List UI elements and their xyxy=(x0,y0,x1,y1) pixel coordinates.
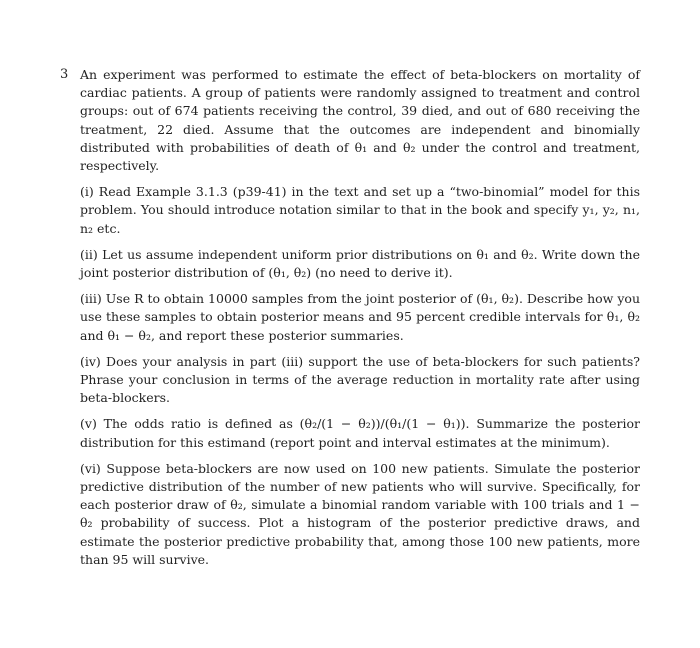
part-iv xyxy=(80,353,640,408)
part-label: (ii) xyxy=(80,246,98,262)
problem-intro: An experiment was performed to estimate the effect of beta-blockers on mortality of cardiac patients. A group of patients were randomly assigned to treatment and control groups: out of 674 patients receiving the control, 39 died, and out of 680 receiving the treatment, 22 died. Assume that the outcomes are independent and binomially distributed with probabilities of death of θ₁ and θ₂ under the control and treatment, respectively. xyxy=(80,67,640,174)
problem-number: 3 xyxy=(60,67,69,82)
document-page xyxy=(60,66,640,575)
part-text: Let us assume independent uniform prior distributions on θ₁ and θ₂. Write down the joint posterior distribution of (θ₁, θ₂) (no need to derive it). xyxy=(80,246,640,281)
part-text: Read Example 3.1.3 (p39-41) in the text and set up a “two-binomial” model for this problem. You should introduce notation similar to that in the book and specify y₁, y₂, n₁, n₂ etc. xyxy=(80,184,640,236)
part-label: (iii) xyxy=(80,291,102,307)
problem-content xyxy=(80,66,640,575)
part-i xyxy=(80,183,640,238)
part-vi xyxy=(80,460,640,569)
part-label: (v) xyxy=(80,416,97,432)
part-text: Does your analysis in part (iii) support the use of beta-blockers for such patients? Phrase your conclusion in terms of the average reduction in mortality rate after using beta-blockers. xyxy=(80,353,640,406)
part-text: Suppose beta-blockers are now used on 100 new patients. Simulate the posterior predictive distribution of the number of new patients who will survive. Specifically, for each posterior draw of θ₂, simulate a binomial random variable with 100 trials and 1 − θ₂ probability of success. Plot a histogram of the posterior predictive draws, and estimate the posterior predictive probability that, among those 100 new patients, more than 95 will survive. xyxy=(80,460,640,567)
part-label: (iv) xyxy=(80,353,101,369)
part-label: (i) xyxy=(80,184,94,200)
part-ii xyxy=(80,246,640,282)
part-iii xyxy=(80,290,640,345)
part-v xyxy=(80,415,640,451)
part-text: Use R to obtain 10000 samples from the joint posterior of (θ₁, θ₂). Describe how you use these samples to obtain posterior means and 95 percent credible intervals for θ₁, θ₂ and θ₁ − θ₂, and report these posterior summaries. xyxy=(80,291,640,343)
part-text: The odds ratio is defined as (θ₂/(1 − θ₂))/(θ₁/(1 − θ₁)). Summarize the posterior distribution for this estimand (report point and interval estimates at the minimum). xyxy=(80,416,640,450)
part-label: (vi) xyxy=(80,460,101,476)
problem-3 xyxy=(60,66,640,575)
